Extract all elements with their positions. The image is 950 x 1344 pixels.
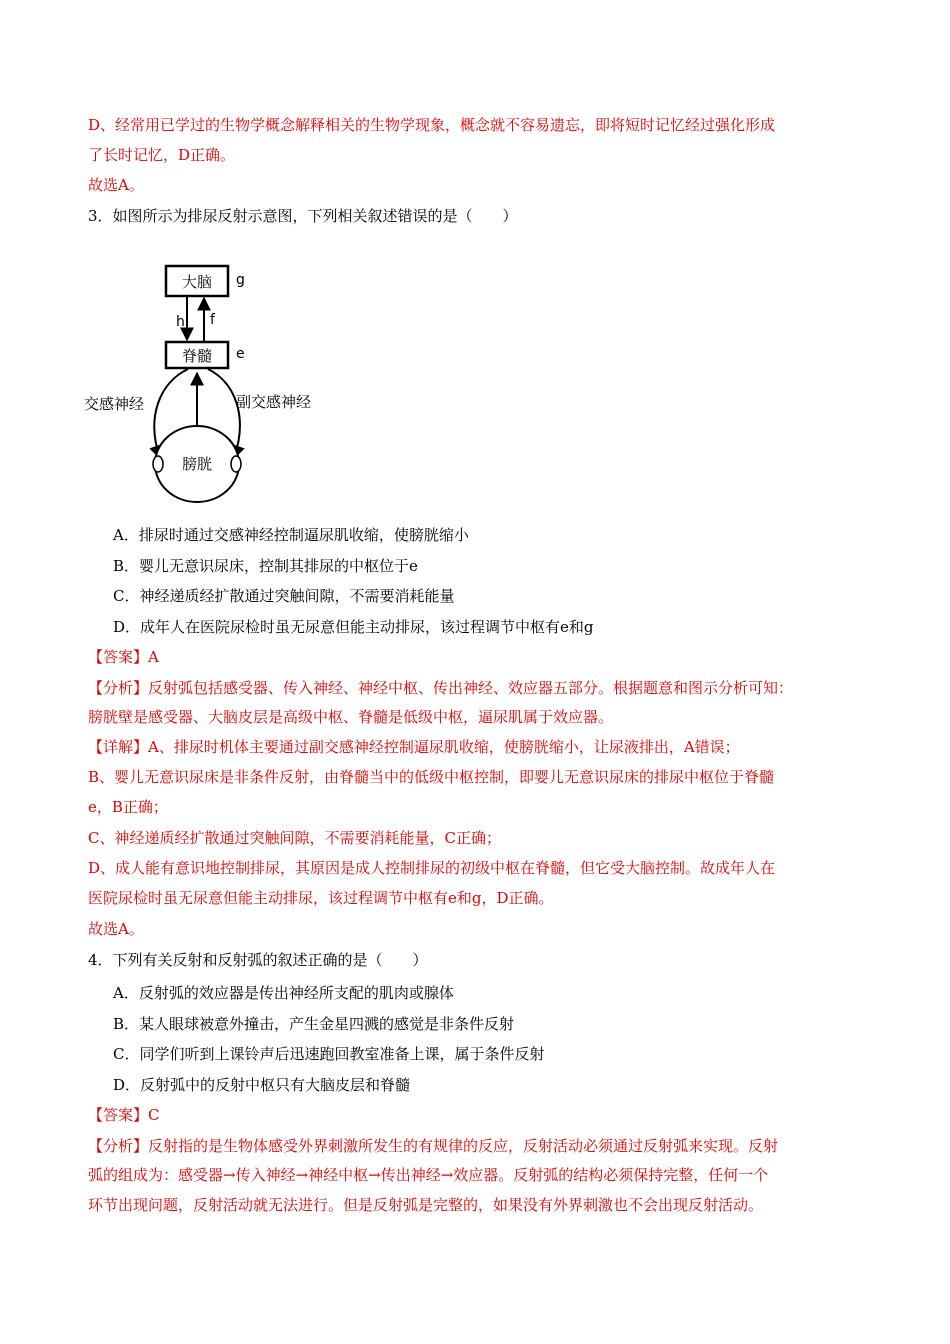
text-line: 了长时记忆，D正确。: [88, 146, 236, 164]
urination-reflex-diagram: [84, 258, 334, 508]
label-h: h: [176, 314, 185, 330]
q3-option-b: B．婴儿无意识尿床，控制其排尿的中枢位于e: [113, 557, 418, 575]
question-3-stem: 3．如图所示为排尿反射示意图，下列相关叙述错误的是（ ）: [88, 207, 518, 225]
q3-conclusion: 故选A。: [88, 920, 144, 938]
q3-analysis: 【分析】反射弧包括感受器、传入神经、神经中枢、传出神经、效应器五部分。根据题意和图示分析可知：: [88, 679, 794, 697]
q4-option-c: C．同学们听到上课铃声后迅速跑回教室准备上课，属于条件反射: [113, 1045, 545, 1063]
q3-option-a: A．排尿时通过交感神经控制逼尿肌收缩，使膀胱缩小: [113, 526, 469, 544]
sympathetic-label: 交感神经: [84, 395, 145, 413]
q3-detail: B、婴儿无意识尿床是非条件反射，由脊髓当中的低级中枢控制，即婴儿无意识尿床的排尿中枢位于脊髓: [88, 768, 775, 786]
question-4-stem: 4．下列有关反射和反射弧的叙述正确的是（ ）: [88, 951, 428, 969]
q4-answer: 【答案】C: [88, 1106, 160, 1124]
q4-option-d: D．反射弧中的反射中枢只有大脑皮层和脊髓: [113, 1076, 411, 1094]
bladder-label: 膀胱: [181, 455, 213, 473]
bladder-muscle-left: [153, 456, 163, 472]
q4-analysis: 环节出现问题，反射活动就无法进行。但是反射弧是完整的，如果没有外界刺激也不会出现反射活动。: [88, 1196, 764, 1214]
spinal-label: 脊髓: [181, 347, 213, 365]
q3-detail: 医院尿检时虽无尿意但能主动排尿，该过程调节中枢有e和g，D正确。: [88, 889, 554, 907]
parasympathetic-label: 副交感神经: [236, 393, 312, 411]
q3-option-c: C．神经递质经扩散通过突触间隙，不需要消耗能量: [113, 587, 455, 605]
q3-detail: C、神经递质经扩散通过突触间隙，不需要消耗能量，C正确；: [88, 829, 501, 847]
bladder-muscle-right: [231, 456, 241, 472]
text-line: D、经常用已学过的生物学概念解释相关的生物学现象，概念就不容易遗忘，即将短时记忆经过强化形成: [88, 116, 776, 134]
q3-detail: e，B正确；: [88, 798, 168, 816]
spinal-tag: e: [236, 346, 245, 362]
brain-tag: g: [236, 272, 245, 288]
q3-detail: D、成人能有意识地控制排尿，其原因是成人控制排尿的初级中枢在脊髓，但它受大脑控制。故成年人在: [88, 859, 776, 877]
label-f: f: [210, 312, 215, 328]
q3-detail: 【详解】A、排尿时机体主要通过副交感神经控制逼尿肌收缩，使膀胱缩小，让尿液排出，A错误；: [88, 738, 740, 756]
q4-analysis: 【分析】反射指的是生物体感受外界刺激所发生的有规律的反应，反射活动必须通过反射弧来实现。反射: [88, 1137, 779, 1155]
text-line: 故选A。: [88, 176, 144, 194]
q3-analysis: 膀胱壁是感受器、大脑皮层是高级中枢、脊髓是低级中枢，逼尿肌属于效应器。: [88, 708, 614, 726]
q4-analysis: 弧的组成为：感受器→传入神经→神经中枢→传出神经→效应器。反射弧的结构必须保持完整，任何一个: [88, 1166, 769, 1184]
brain-label: 大脑: [181, 273, 213, 291]
q4-option-a: A．反射弧的效应器是传出神经所支配的肌肉或腺体: [113, 984, 454, 1002]
q3-answer: 【答案】A: [88, 648, 159, 666]
q4-option-b: B．某人眼球被意外撞击，产生金星四溅的感觉是非条件反射: [113, 1015, 515, 1033]
q3-option-d: D．成年人在医院尿检时虽无尿意但能主动排尿，该过程调节中枢有e和g: [113, 618, 594, 636]
